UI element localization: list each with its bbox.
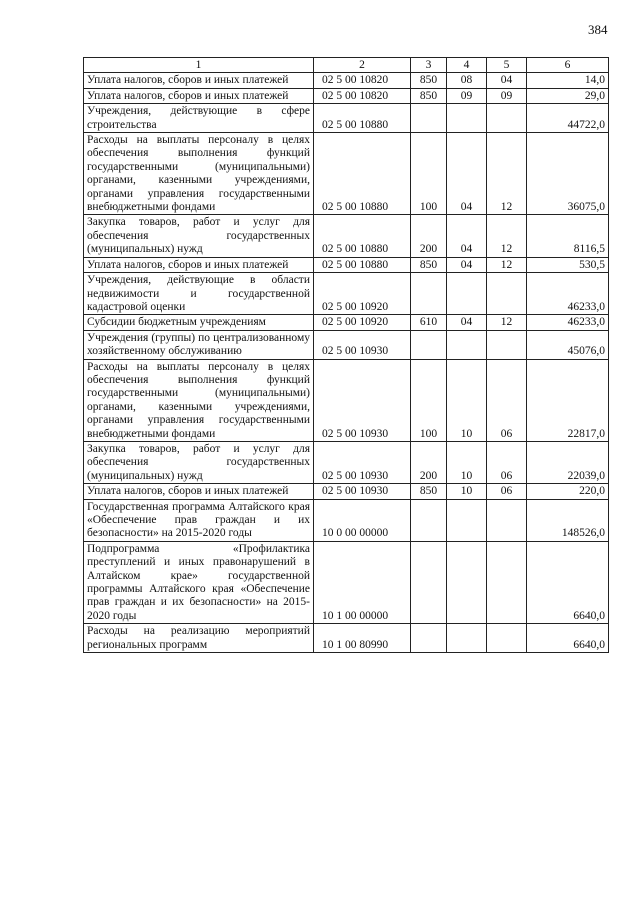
row-name-cell: Закупка товаров, работ и услуг для обеспечения государственных (муниципальных) нужд	[84, 215, 314, 257]
row-sum-cell: 530,5	[527, 257, 609, 272]
row-rz-cell: 04	[447, 215, 487, 257]
row-code-cell: 02 5 00 10820	[314, 88, 411, 103]
row-pr-cell: 06	[487, 484, 527, 499]
row-sum-cell: 36075,0	[527, 133, 609, 215]
row-sum-cell: 29,0	[527, 88, 609, 103]
row-name-cell: Расходы на выплаты персоналу в целях обеспечения выполнения функций государственными (муниципальными) органами, казенными учреждениями, органами управления государственными внебюджетными фондами	[84, 133, 314, 215]
row-rz-cell: 10	[447, 441, 487, 483]
row-sum-cell: 45076,0	[527, 330, 609, 359]
row-sum-cell: 220,0	[527, 484, 609, 499]
row-vr-cell: 850	[411, 484, 447, 499]
row-name-cell: Расходы на реализацию мероприятий региональных программ	[84, 624, 314, 653]
row-code-cell: 10 1 00 00000	[314, 541, 411, 623]
row-pr-cell: 06	[487, 359, 527, 441]
table-row	[84, 484, 609, 499]
row-vr-cell	[411, 499, 447, 541]
row-name-cell: Уплата налогов, сборов и иных платежей	[84, 484, 314, 499]
budget-table	[83, 57, 609, 653]
row-code-cell: 02 5 00 10820	[314, 73, 411, 88]
row-sum-cell: 46233,0	[527, 273, 609, 315]
row-vr-cell: 850	[411, 88, 447, 103]
row-code-cell: 02 5 00 10880	[314, 104, 411, 133]
row-vr-cell	[411, 624, 447, 653]
table-row	[84, 104, 609, 133]
row-vr-cell	[411, 273, 447, 315]
row-rz-cell: 10	[447, 484, 487, 499]
table-row	[84, 441, 609, 483]
row-sum-cell: 22039,0	[527, 441, 609, 483]
row-pr-cell	[487, 273, 527, 315]
row-vr-cell	[411, 330, 447, 359]
column-header: 3	[411, 58, 447, 73]
row-vr-cell	[411, 541, 447, 623]
row-sum-cell: 6640,0	[527, 624, 609, 653]
row-rz-cell	[447, 104, 487, 133]
row-rz-cell: 04	[447, 257, 487, 272]
row-code-cell: 10 1 00 80990	[314, 624, 411, 653]
row-pr-cell	[487, 104, 527, 133]
row-code-cell: 02 5 00 10880	[314, 257, 411, 272]
row-vr-cell: 200	[411, 215, 447, 257]
row-vr-cell	[411, 104, 447, 133]
table-row	[84, 73, 609, 88]
row-name-cell: Учреждения, действующие в сфере строительства	[84, 104, 314, 133]
page-number: 384	[588, 22, 608, 37]
row-vr-cell: 850	[411, 257, 447, 272]
row-name-cell: Уплата налогов, сборов и иных платежей	[84, 88, 314, 103]
row-sum-cell: 22817,0	[527, 359, 609, 441]
row-name-cell: Подпрограмма «Профилактика преступлений и иных правонарушений в Алтайском крае» государственной программы Алтайского края «Обеспечение прав граждан и их безопасности» на 2015-2020 годы	[84, 541, 314, 623]
row-code-cell: 02 5 00 10930	[314, 484, 411, 499]
row-code-cell: 02 5 00 10880	[314, 133, 411, 215]
row-sum-cell: 44722,0	[527, 104, 609, 133]
row-pr-cell: 04	[487, 73, 527, 88]
row-rz-cell: 10	[447, 359, 487, 441]
column-header: 4	[447, 58, 487, 73]
table-row	[84, 359, 609, 441]
row-name-cell: Уплата налогов, сборов и иных платежей	[84, 73, 314, 88]
row-sum-cell: 6640,0	[527, 541, 609, 623]
row-vr-cell: 100	[411, 359, 447, 441]
row-rz-cell: 04	[447, 133, 487, 215]
row-code-cell: 02 5 00 10880	[314, 215, 411, 257]
row-code-cell: 02 5 00 10930	[314, 330, 411, 359]
row-rz-cell	[447, 273, 487, 315]
row-rz-cell	[447, 330, 487, 359]
column-header: 2	[314, 58, 411, 73]
row-name-cell: Государственная программа Алтайского края «Обеспечение прав граждан и их безопасности» на 2015-2020 годы	[84, 499, 314, 541]
row-pr-cell: 12	[487, 315, 527, 330]
table-row	[84, 273, 609, 315]
table-row	[84, 315, 609, 330]
row-name-cell: Закупка товаров, работ и услуг для обеспечения государственных (муниципальных) нужд	[84, 441, 314, 483]
row-code-cell: 02 5 00 10920	[314, 315, 411, 330]
row-rz-cell	[447, 499, 487, 541]
row-pr-cell: 09	[487, 88, 527, 103]
column-header: 1	[84, 58, 314, 73]
row-name-cell: Учреждения (группы) по централизованному хозяйственному обслуживанию	[84, 330, 314, 359]
row-rz-cell: 08	[447, 73, 487, 88]
row-rz-cell: 04	[447, 315, 487, 330]
table-row	[84, 257, 609, 272]
row-rz-cell	[447, 541, 487, 623]
table-row	[84, 624, 609, 653]
row-code-cell: 02 5 00 10930	[314, 441, 411, 483]
row-rz-cell	[447, 624, 487, 653]
table-row	[84, 541, 609, 623]
column-header: 5	[487, 58, 527, 73]
row-pr-cell: 12	[487, 257, 527, 272]
table-row	[84, 133, 609, 215]
row-vr-cell: 610	[411, 315, 447, 330]
row-vr-cell: 200	[411, 441, 447, 483]
row-pr-cell: 06	[487, 441, 527, 483]
row-vr-cell: 850	[411, 73, 447, 88]
row-rz-cell: 09	[447, 88, 487, 103]
table-row	[84, 88, 609, 103]
row-code-cell: 02 5 00 10920	[314, 273, 411, 315]
table-row	[84, 330, 609, 359]
row-name-cell: Субсидии бюджетным учреждениям	[84, 315, 314, 330]
row-name-cell: Уплата налогов, сборов и иных платежей	[84, 257, 314, 272]
row-pr-cell	[487, 541, 527, 623]
row-name-cell: Расходы на выплаты персоналу в целях обеспечения выполнения функций государственными (муниципальными) органами, казенными учреждениями, органами управления государственными внебюджетными фондами	[84, 359, 314, 441]
row-sum-cell: 8116,5	[527, 215, 609, 257]
row-pr-cell: 12	[487, 215, 527, 257]
row-sum-cell: 46233,0	[527, 315, 609, 330]
row-code-cell: 02 5 00 10930	[314, 359, 411, 441]
row-sum-cell: 148526,0	[527, 499, 609, 541]
row-code-cell: 10 0 00 00000	[314, 499, 411, 541]
row-name-cell: Учреждения, действующие в области недвижимости и государственной кадастровой оценки	[84, 273, 314, 315]
row-pr-cell	[487, 330, 527, 359]
row-vr-cell: 100	[411, 133, 447, 215]
header-row	[84, 58, 609, 73]
row-sum-cell: 14,0	[527, 73, 609, 88]
column-header: 6	[527, 58, 609, 73]
row-pr-cell	[487, 499, 527, 541]
row-pr-cell: 12	[487, 133, 527, 215]
row-pr-cell	[487, 624, 527, 653]
table-row	[84, 215, 609, 257]
table-row	[84, 499, 609, 541]
